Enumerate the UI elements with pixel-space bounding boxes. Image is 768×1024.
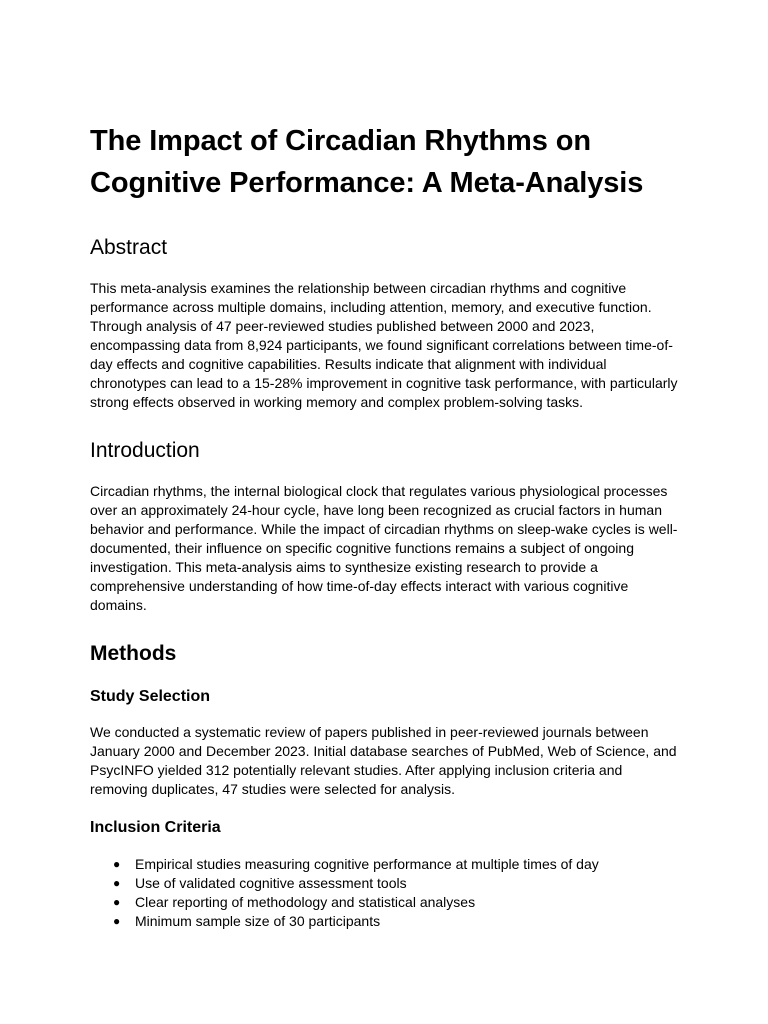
- list-item: [90, 855, 682, 874]
- study-selection-heading: Study Selection: [90, 688, 211, 705]
- bullet-icon: ●: [113, 857, 121, 871]
- document-title: The Impact of Circadian Rhythms on Cognitive Performance: A Meta-Analysis: [90, 125, 644, 199]
- methods-heading: Methods: [90, 642, 177, 665]
- abstract-heading: Abstract: [90, 236, 168, 259]
- bullet-icon: ●: [113, 914, 121, 928]
- bullet-icon: ●: [113, 876, 121, 890]
- inclusion-criteria-heading: Inclusion Criteria: [90, 819, 221, 836]
- list-item-text: Empirical studies measuring cognitive performance at multiple times of day: [135, 856, 599, 872]
- document-body: [90, 120, 682, 931]
- study-selection-text: We conducted a systematic review of papers published in peer-reviewed journals between January 2000 and December 2023. Initial database searches of PubMed, Web of Science, and PsycINFO yielded 312 potentially relevant studies. After applying inclusion criteria and removing duplicates, 47 studies were selected for analysis.: [90, 724, 677, 797]
- list-item-text: Use of validated cognitive assessment tools: [135, 875, 407, 891]
- list-item: [90, 893, 682, 912]
- list-item: [90, 912, 682, 931]
- inclusion-criteria-list: [90, 855, 682, 931]
- list-item-text: Minimum sample size of 30 participants: [135, 913, 381, 929]
- abstract-text: This meta-analysis examines the relationship between circadian rhythms and cognitive performance across multiple domains, including attention, memory, and executive function. Through analysis of 47 peer-reviewed studies published between 2000 and 2023, encompassing data from 8,924 participants, we found significant correlations between time-of-day effects and cognitive capabilities. Results indicate that alignment with individual chronotypes can lead to a 15-28% improvement in cognitive task performance, with particularly strong effects observed in working memory and complex problem-solving tasks.: [90, 280, 678, 410]
- bullet-icon: ●: [113, 895, 121, 909]
- list-item-text: Clear reporting of methodology and statistical analyses: [135, 894, 476, 910]
- introduction-heading: Introduction: [90, 439, 200, 462]
- list-item: [90, 874, 682, 893]
- introduction-text: Circadian rhythms, the internal biological clock that regulates various physiological processes over an approximately 24-hour cycle, have long been recognized as crucial factors in human behavior and performance. While the impact of circadian rhythms on sleep-wake cycles is well-documented, their influence on specific cognitive functions remains a subject of ongoing investigation. This meta-analysis aims to synthesize existing research to provide a comprehensive understanding of how time-of-day effects interact with various cognitive domains.: [90, 483, 678, 613]
